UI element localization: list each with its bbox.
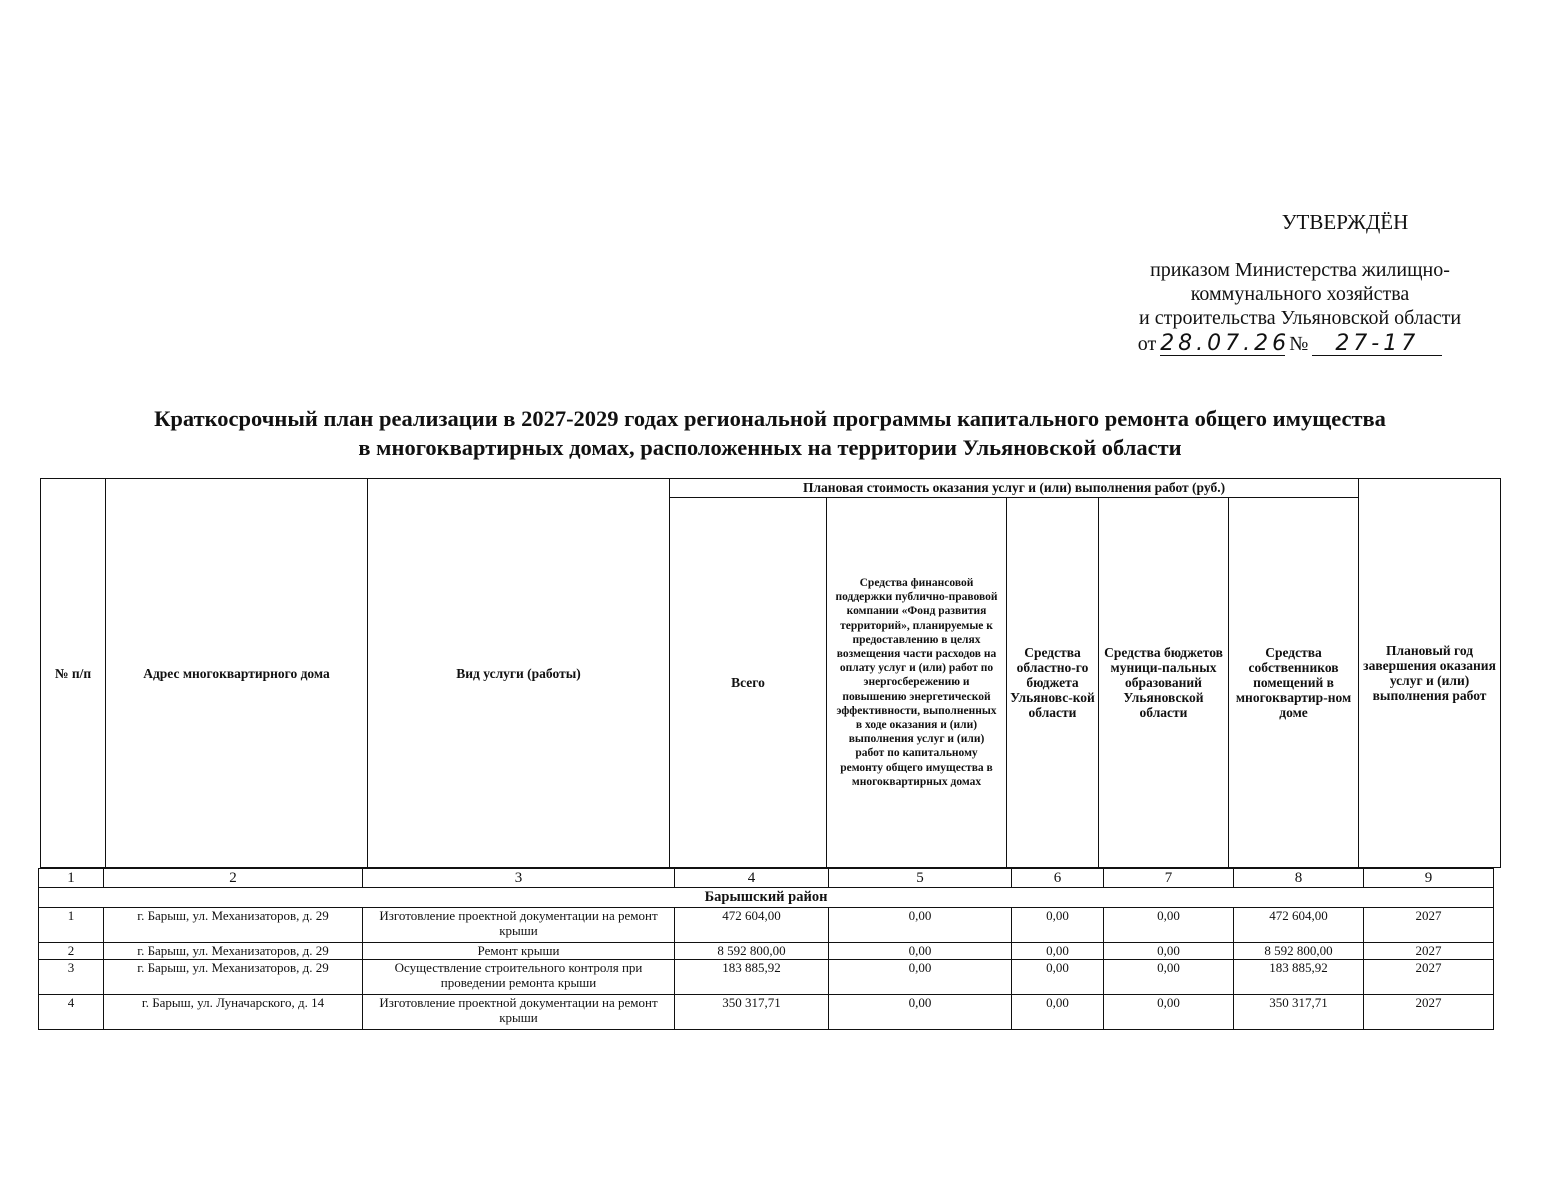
cell-fund: 0,00 [829, 960, 1012, 995]
cell-year: 2027 [1364, 960, 1494, 995]
table-row [39, 943, 1494, 960]
cell-total: 8 592 800,00 [675, 943, 829, 960]
title-line-2: в многоквартирных домах, расположенных на территории Ульяновской области [358, 435, 1182, 460]
header-municipal: Средства бюджетов муници-пальных образований Ульяновской области [1099, 498, 1229, 868]
cell-regional: 0,00 [1012, 943, 1104, 960]
cell-address: г. Барыш, ул. Механизаторов, д. 29 [104, 943, 363, 960]
cell-year: 2027 [1364, 908, 1494, 943]
district-row [39, 888, 1494, 908]
header-num: № п/п [41, 479, 106, 868]
cell-service: Изготовление проектной документации на ремонт крыши [363, 908, 675, 943]
cell-num: 2 [39, 943, 104, 960]
cell-num: 3 [39, 960, 104, 995]
date-prefix: от [1137, 333, 1157, 355]
cell-fund: 0,00 [829, 908, 1012, 943]
cell-num: 4 [39, 995, 104, 1030]
cell-regional: 0,00 [1012, 908, 1104, 943]
table-row [39, 908, 1494, 943]
table-row [39, 960, 1494, 995]
cell-municipal: 0,00 [1104, 943, 1234, 960]
approval-heading: УТВЕРЖДЁН [1281, 210, 1409, 234]
column-number: 4 [675, 869, 829, 888]
cell-total: 183 885,92 [675, 960, 829, 995]
column-number-row [39, 869, 1494, 888]
header-address: Адрес многоквартирного дома [106, 479, 368, 868]
table-header [40, 478, 1501, 868]
header-regional: Средства областно-го бюджета Ульяновс-кой области [1007, 498, 1099, 868]
handwritten-date: 28.07.26 [1160, 331, 1291, 356]
cell-regional: 0,00 [1012, 960, 1104, 995]
title-line-1: Краткосрочный план реализации в 2027-2029 годах региональной программы капитального ремонта общего имущества [154, 406, 1386, 431]
cell-address: г. Барыш, ул. Механизаторов, д. 29 [104, 960, 363, 995]
cell-address: г. Барыш, ул. Механизаторов, д. 29 [104, 908, 363, 943]
approval-line-2: коммунального хозяйства [1190, 283, 1410, 305]
handwritten-number: 27-17 [1312, 333, 1442, 356]
column-number: 2 [104, 869, 363, 888]
table-row [39, 995, 1494, 1030]
column-number: 3 [363, 869, 675, 888]
header-owners: Средства собственников помещений в многоквартир-ном доме [1229, 498, 1359, 868]
cell-num: 1 [39, 908, 104, 943]
header-service: Вид услуги (работы) [368, 479, 670, 868]
cell-owners: 350 317,71 [1234, 995, 1364, 1030]
header-total: Всего [670, 498, 827, 868]
cell-fund: 0,00 [829, 943, 1012, 960]
cell-total: 350 317,71 [675, 995, 829, 1030]
cell-year: 2027 [1364, 943, 1494, 960]
cell-owners: 8 592 800,00 [1234, 943, 1364, 960]
cell-total: 472 604,00 [675, 908, 829, 943]
column-number: 8 [1234, 869, 1364, 888]
number-prefix: № [1289, 333, 1309, 355]
cell-fund: 0,00 [829, 995, 1012, 1030]
cell-regional: 0,00 [1012, 995, 1104, 1030]
cell-municipal: 0,00 [1104, 960, 1234, 995]
approval-line-3: и строительства Ульяновской области [1138, 307, 1462, 329]
cell-year: 2027 [1364, 995, 1494, 1030]
cell-address: г. Барыш, ул. Луначарского, д. 14 [104, 995, 363, 1030]
district-name: Барышский район [39, 888, 1494, 908]
column-number: 1 [39, 869, 104, 888]
column-number: 5 [829, 869, 1012, 888]
cell-municipal: 0,00 [1104, 995, 1234, 1030]
header-fund: Средства финансовой поддержки публично-правовой компании «Фонд развития территорий», планируемые к предоставлению в целях возмещения части расходов на оплату услуг и (или) работ по энергосбережению и повышению энергетической эффективности, выполненных в ходе оказания и (или) выполнения услуг и (или) работ по капитальному ремонту общего имущества в многоквартирных домах [827, 498, 1007, 868]
header-year: Плановый год завершения оказания услуг и (или) выполнения работ [1359, 479, 1501, 868]
data-table [38, 868, 1494, 1030]
cell-owners: 183 885,92 [1234, 960, 1364, 995]
cell-owners: 472 604,00 [1234, 908, 1364, 943]
cell-service: Изготовление проектной документации на ремонт крыши [363, 995, 675, 1030]
cell-municipal: 0,00 [1104, 908, 1234, 943]
column-number: 7 [1104, 869, 1234, 888]
approval-line-1: приказом Министерства жилищно- [1150, 259, 1450, 281]
approval-stamp [1100, 210, 1500, 356]
column-number: 6 [1012, 869, 1104, 888]
approval-date-number [1080, 332, 1500, 356]
column-number: 9 [1364, 869, 1494, 888]
header-cost-group: Плановая стоимость оказания услуг и (или) выполнения работ (руб.) [670, 479, 1359, 498]
document-title [40, 404, 1500, 462]
cell-service: Осуществление строительного контроля при проведении ремонта крыши [363, 960, 675, 995]
cell-service: Ремонт крыши [363, 943, 675, 960]
